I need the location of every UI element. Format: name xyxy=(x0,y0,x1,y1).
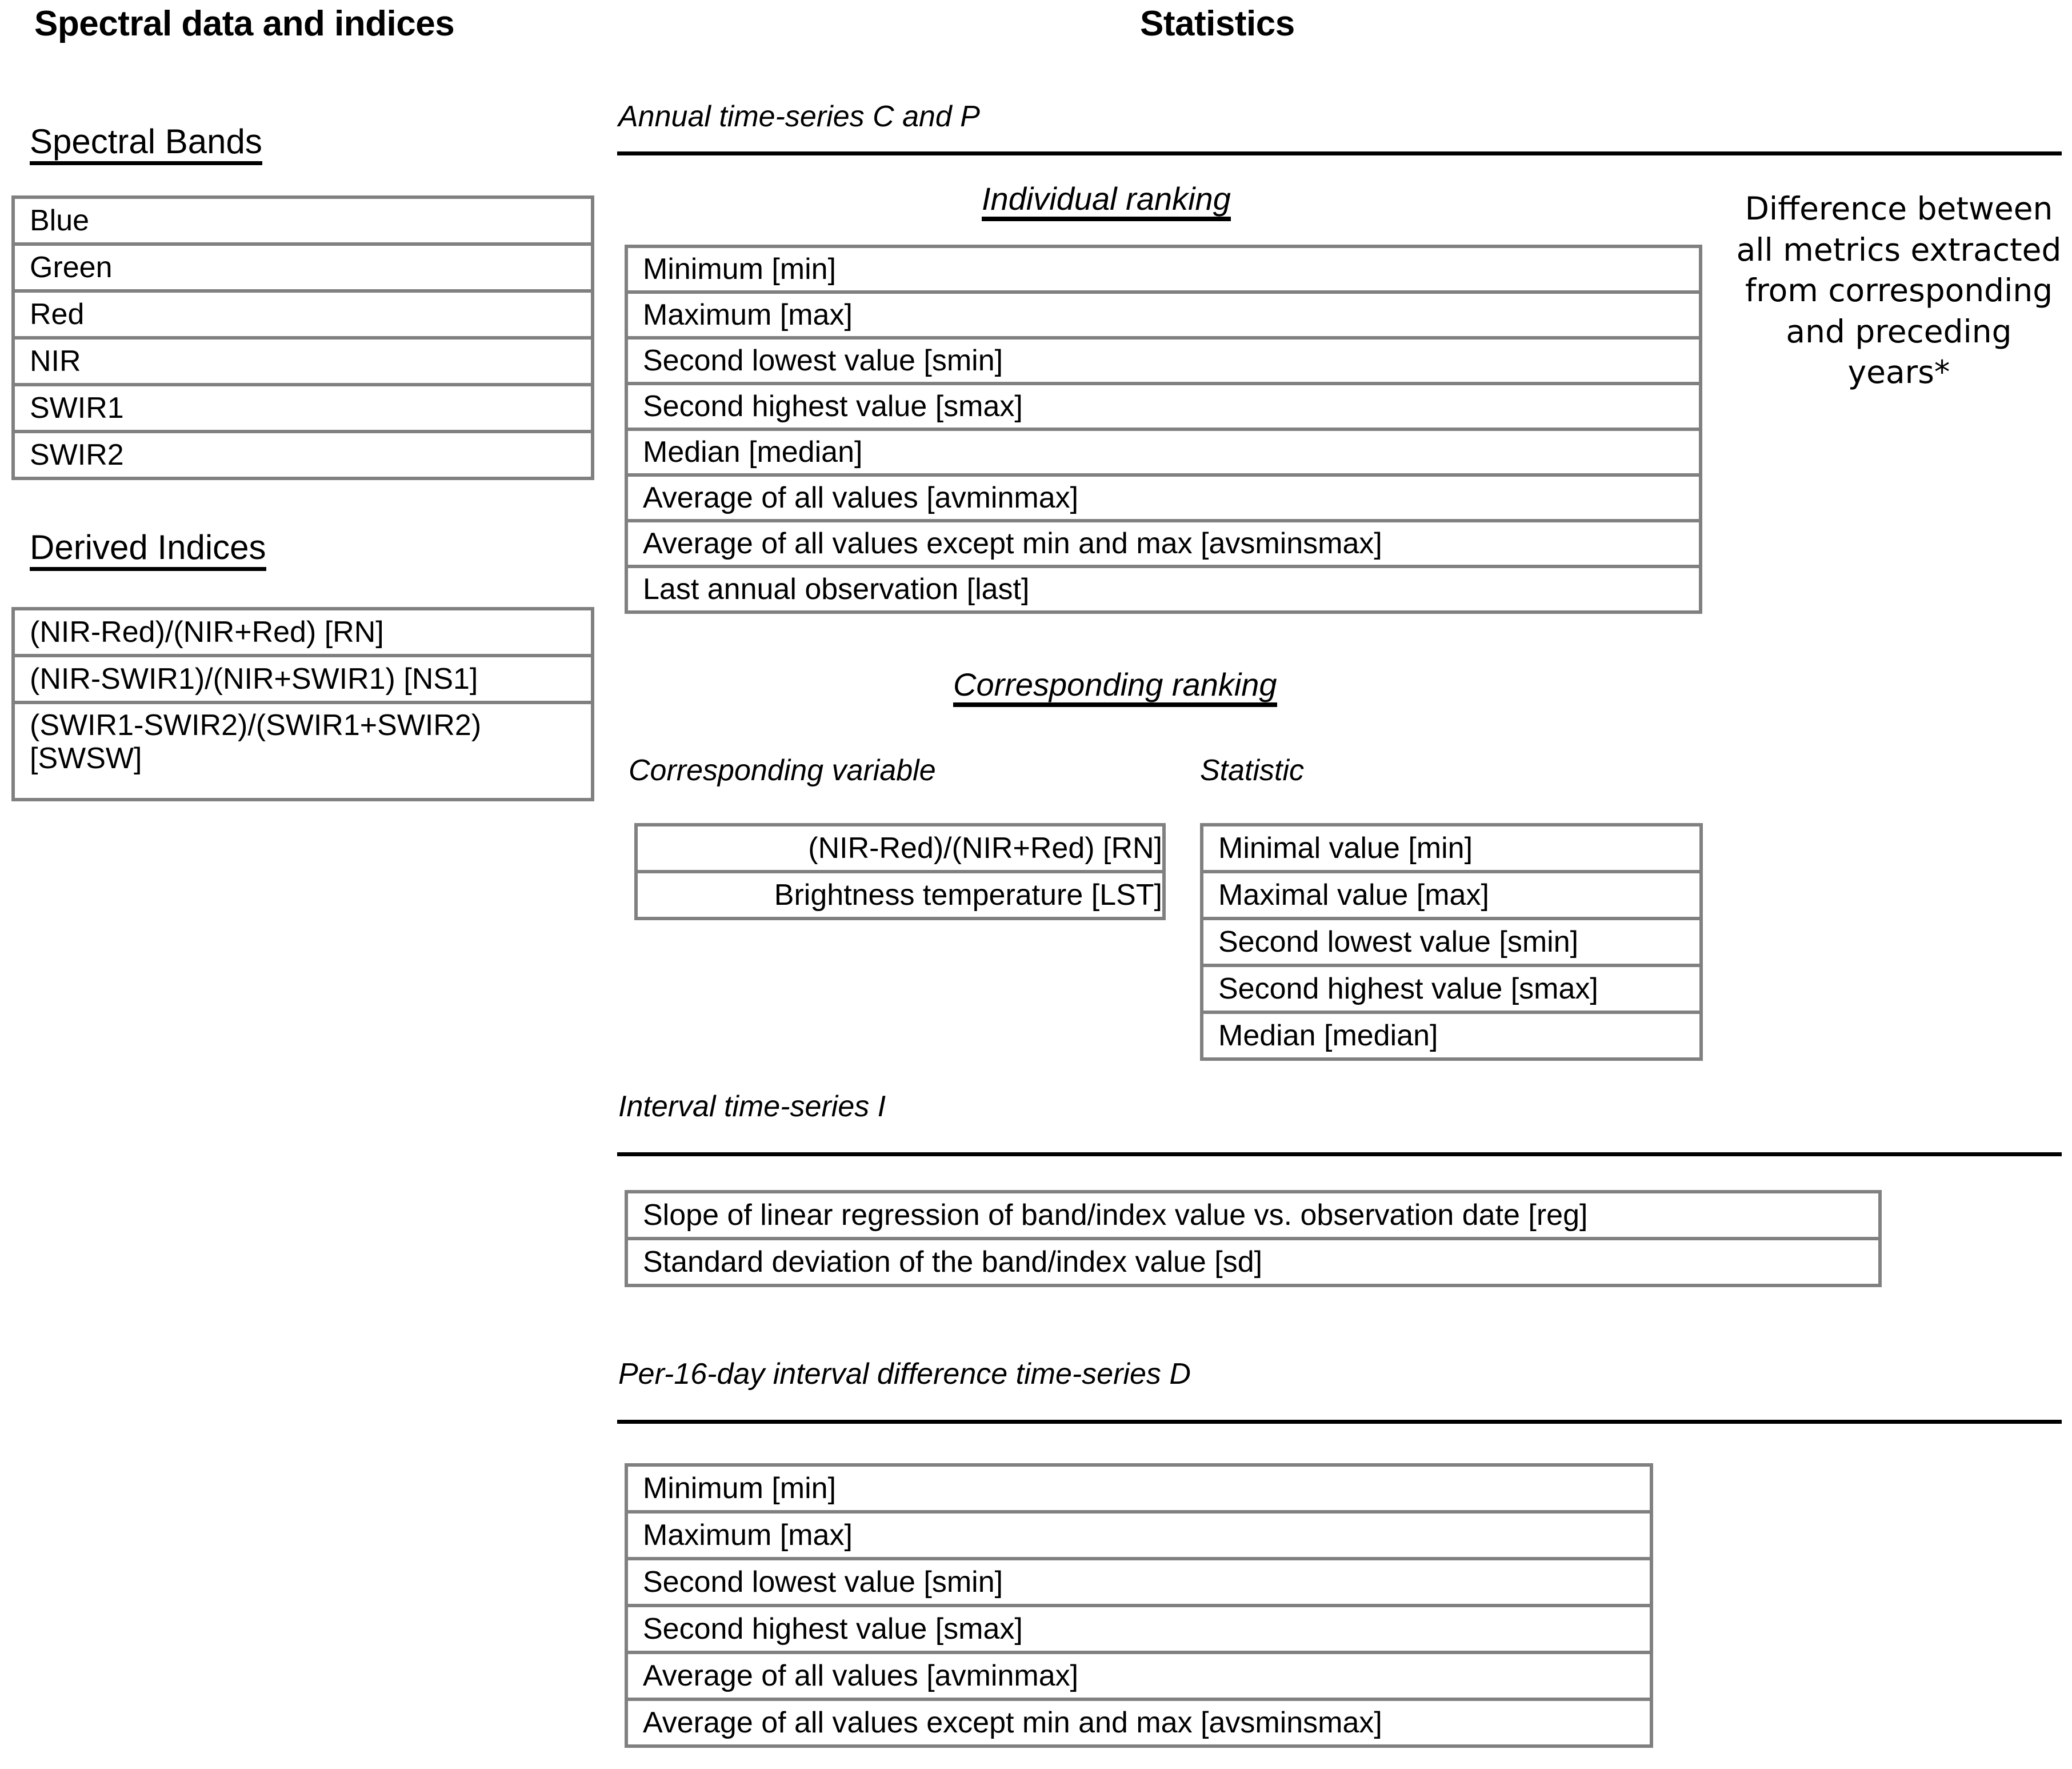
interval-section-rule xyxy=(617,1152,2062,1156)
spectral-band-label: Green xyxy=(30,250,113,284)
table-row[interactable] xyxy=(625,1190,1882,1240)
table-row[interactable] xyxy=(11,607,594,657)
spectral-band-label: Red xyxy=(30,297,85,331)
table-row[interactable] xyxy=(625,1698,1653,1748)
difference-item: Second lowest value [smin] xyxy=(643,1565,1003,1599)
individual-ranking-item: Average of all values except min and max [avsminsmax] xyxy=(643,526,1382,560)
individual-ranking-item: Average of all values [avminmax] xyxy=(643,481,1079,514)
table-row[interactable] xyxy=(634,823,1166,873)
table-row[interactable] xyxy=(625,1510,1653,1560)
corresponding-variable-label: Corresponding variable xyxy=(629,754,936,787)
interval-section-label: Interval time-series I xyxy=(618,1090,886,1123)
table-row[interactable] xyxy=(625,1463,1653,1514)
table-row[interactable] xyxy=(625,1604,1653,1654)
table-row[interactable] xyxy=(634,870,1166,920)
table-row[interactable] xyxy=(11,242,594,293)
statistics-column-title: Statistics xyxy=(1140,4,1295,43)
difference-section-label: Per-16-day interval difference time-series D xyxy=(618,1357,1191,1391)
spectral-bands-table xyxy=(11,195,594,480)
spectral-band-label: SWIR2 xyxy=(30,438,124,472)
table-row[interactable] xyxy=(1200,870,1703,920)
table-row[interactable] xyxy=(625,1557,1653,1607)
derived-indices-heading: Derived Indices xyxy=(30,530,266,571)
table-row[interactable] xyxy=(1200,823,1703,873)
table-row[interactable] xyxy=(625,336,1702,385)
corresponding-ranking-heading: Corresponding ranking xyxy=(953,669,1277,707)
annual-section-label: Annual time-series C and P xyxy=(618,100,980,133)
interval-table xyxy=(625,1190,1882,1287)
table-row[interactable] xyxy=(1200,1011,1703,1061)
corresponding-statistic-item: Maximal value [max] xyxy=(1218,878,1489,912)
spectral-band-label: NIR xyxy=(30,344,81,378)
corresponding-ranking-heading-wrap xyxy=(953,666,1277,707)
individual-ranking-item: Second highest value [smax] xyxy=(643,389,1023,423)
table-row[interactable] xyxy=(11,654,594,704)
interval-item: Slope of linear regression of band/index value vs. observation date [reg] xyxy=(643,1198,1588,1232)
table-row[interactable] xyxy=(11,701,594,801)
difference-between-years-note: Difference between all metrics extracted from corresponding and preceding years* xyxy=(1736,190,2062,390)
difference-item: Maximum [max] xyxy=(643,1518,853,1552)
spectral-band-label: SWIR1 xyxy=(30,391,124,425)
individual-ranking-table xyxy=(625,245,1702,614)
corresponding-statistic-table xyxy=(1200,823,1703,1061)
corresponding-variable-table xyxy=(634,823,1166,920)
derived-indices-heading-wrap xyxy=(30,530,266,571)
derived-indices-table xyxy=(11,607,594,801)
table-row[interactable] xyxy=(11,430,594,480)
difference-section-rule xyxy=(617,1420,2062,1424)
individual-ranking-item: Last annual observation [last] xyxy=(643,572,1030,606)
table-row[interactable] xyxy=(625,245,1702,294)
individual-ranking-item: Minimum [min] xyxy=(643,252,837,286)
individual-ranking-heading: Individual ranking xyxy=(982,183,1231,221)
corresponding-variable-item: (NIR-Red)/(NIR+Red) [RN] xyxy=(808,831,1162,865)
individual-ranking-heading-wrap xyxy=(982,183,1231,221)
corresponding-statistic-item: Minimal value [min] xyxy=(1218,831,1473,865)
spectral-bands-heading-wrap xyxy=(30,122,262,165)
table-row[interactable] xyxy=(1200,917,1703,967)
individual-ranking-item: Maximum [max] xyxy=(643,298,853,332)
table-row[interactable] xyxy=(625,1237,1882,1287)
table-row[interactable] xyxy=(625,382,1702,431)
statistic-label: Statistic xyxy=(1200,754,1305,787)
table-row[interactable] xyxy=(11,195,594,246)
table-row[interactable] xyxy=(625,428,1702,477)
left-column-title: Spectral data and indices xyxy=(34,4,455,43)
corresponding-statistic-item: Second lowest value [smin] xyxy=(1218,925,1579,959)
corresponding-variable-item: Brightness temperature [LST] xyxy=(774,878,1162,912)
corresponding-statistic-item: Median [median] xyxy=(1218,1019,1438,1052)
difference-item: Average of all values [avminmax] xyxy=(643,1659,1079,1692)
table-row[interactable] xyxy=(625,290,1702,340)
derived-index-label: (NIR-Red)/(NIR+Red) [RN] xyxy=(30,615,384,649)
table-row[interactable] xyxy=(625,565,1702,614)
interval-item: Standard deviation of the band/index value [sd] xyxy=(643,1245,1263,1279)
table-row[interactable] xyxy=(11,383,594,433)
table-row[interactable] xyxy=(1200,964,1703,1014)
corresponding-statistic-item: Second highest value [smax] xyxy=(1218,972,1598,1005)
table-row[interactable] xyxy=(625,519,1702,568)
annual-section-rule xyxy=(617,151,2062,155)
table-row[interactable] xyxy=(625,1651,1653,1701)
difference-item: Second highest value [smax] xyxy=(643,1612,1023,1646)
difference-item: Average of all values except min and max [avsminsmax] xyxy=(643,1706,1382,1739)
derived-index-label: (NIR-SWIR1)/(NIR+SWIR1) [NS1] xyxy=(30,662,478,696)
difference-item: Minimum [min] xyxy=(643,1471,837,1505)
table-row[interactable] xyxy=(11,289,594,340)
difference-table xyxy=(625,1463,1653,1748)
spectral-bands-heading: Spectral Bands xyxy=(30,125,262,165)
spectral-band-label: Blue xyxy=(30,203,90,237)
derived-index-label: (SWIR1-SWIR2)/(SWIR1+SWIR2) [SWSW] xyxy=(30,709,482,776)
table-row[interactable] xyxy=(11,336,594,386)
individual-ranking-item: Second lowest value [smin] xyxy=(643,344,1003,377)
individual-ranking-item: Median [median] xyxy=(643,435,863,469)
table-row[interactable] xyxy=(625,473,1702,522)
